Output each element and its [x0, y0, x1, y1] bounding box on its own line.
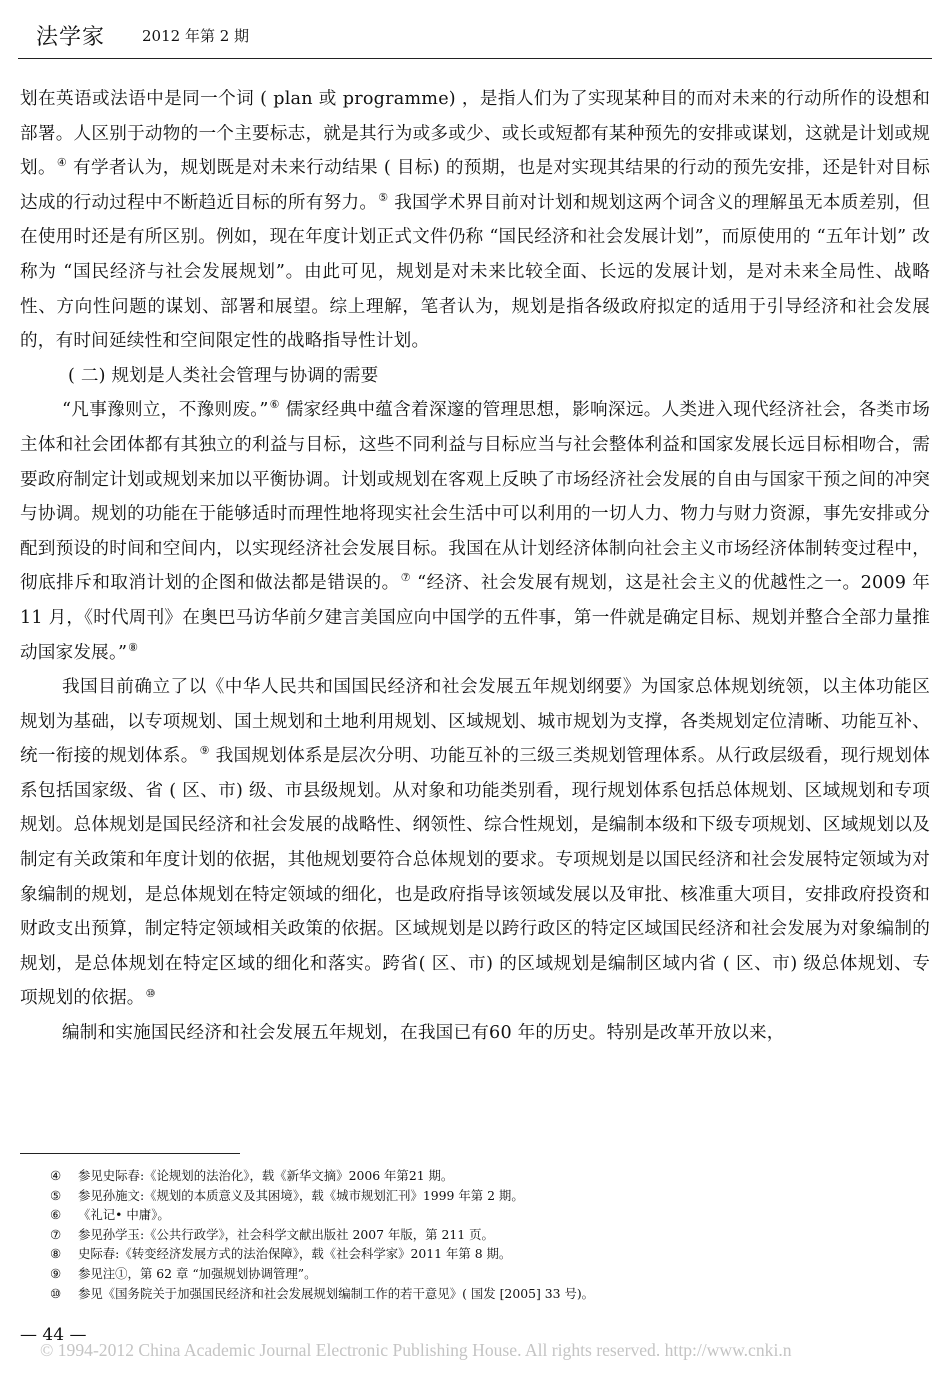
- paragraph: [20, 670, 930, 1016]
- footnote-text: 参见孙学玉:《公共行政学》，社会科学文献出版社 2007 年版，第 211 页。: [78, 1226, 494, 1242]
- footnotes: [50, 1166, 920, 1303]
- footnote: [50, 1186, 920, 1206]
- paragraph-text: 我国学术界目前对计划和规划这两个词含义的理解虽无本质差别，但在使用时还是有所区别。例如，现在年度计划正式文件仍称 “国民经济和社会发展计划”，而原使用的 “五年计划” 改称为 “国民经济与社会发展规划”。由此可见，规划是对未来比较全面、长远的发展计划，是对未来全局性、战略性、方向性问题的谋划、部署和展望。综上理解，笔者认为，规划是指各级政府拟定的适用于引导经济和社会发展的，有时间延续性和空间限定性的战略指导性计划。: [20, 192, 931, 352]
- footnote-text: 参见《国务院关于加强国民经济和社会发展规划编制工作的若干意见》( 国发 [2005] 33 号)。: [78, 1285, 595, 1301]
- page-number: — 44 —: [20, 1325, 87, 1345]
- footnote-mark: ⑨: [50, 1265, 62, 1281]
- footnote-mark: ⑩: [50, 1285, 62, 1301]
- paragraph: [20, 82, 930, 359]
- footnote: [50, 1264, 920, 1284]
- paragraph-text: 我国目前确立了以《中华人民共和国国民经济和社会发展五年规划纲要》为国家总体规划统领，以主体功能区规划为基础，以专项规划、国土规划和土地利用规划、区域规划、城市规划为支撑，各类规划定位清晰、功能互补、统一衔接的规划体系。: [20, 677, 930, 767]
- paragraph-text: 我国规划体系是层次分明、功能互补的三级三类规划管理体系。从行政层级看，现行规划体系包括国家级、省 ( 区、市) 级、市县级规划。从对象和功能类别看，现行规划体系包括总体规划、区域规划和专项规划。总体规划是国民经济和社会发展的战略性、纲领性、综合性规划，是编制本级和下级专项规划、区域规划以及制定有关政策和年度计划的依据，其他规划要符合总体规划的要求。专项规划是以国民经济和社会发展特定领域为对象编制的规划，是总体规划在特定领域的细化，也是政府指导该领域发展以及审批、核准重大项目，安排政府投资和财政支出预算，制定特定领域相关政策的依据。区域规划是以跨行政区的特定区域国民经济和社会发展为对象编制的规划，是总体规划在特定区域的细化和落实。跨省( 区、市) 的区域规划是编制区域内省 ( 区、市) 级总体规划、专项规划的依据。: [20, 746, 931, 1009]
- footnote-text: 参见孙施文:《规划的本质意义及其困境》，载《城市规划汇刊》1999 年第 2 期。: [78, 1187, 524, 1203]
- paragraph-text: 划在英语或法语中是同一个词 ( plan 或 programme) ，是指人们为了实现某种目的而对未来的行动所作的设想和部署。人区别于动物的一个主要标志，就是其行为或多或少、或长或短都有某种预先的安排或谋划，这就是计划或规划。: [20, 89, 930, 179]
- footnote-ref[interactable]: ⑧: [128, 640, 139, 654]
- section-heading: [20, 359, 930, 394]
- footnote-ref[interactable]: ⑦: [400, 571, 412, 585]
- footnote-ref[interactable]: ⑨: [199, 744, 210, 758]
- footnote-ref[interactable]: ⑤: [378, 190, 389, 204]
- paragraph-text: 儒家经典中蕴含着深邃的管理思想，影响深远。人类进入现代经济社会，各类市场主体和社会团体都有其独立的利益与目标，这些不同利益与目标应当与社会整体利益和国家发展长远目标相吻合，需要政府制定计划或规划来加以平衡协调。计划或规划在客观上反映了市场经济社会发展的自由与国家干预之间的冲突与协调。规划的功能在于能够适时而理性地将现实社会生活中可以利用的一切人力、物力与财力资源，事先安排或分配到预设的时间和空间内，以实现经济社会发展目标。我国在从计划经济体制向社会主义市场经济体制转变过程中，彻底排斥和取消计划的企图和做法都是错误的。: [20, 400, 930, 594]
- footnote-mark: ④: [50, 1168, 62, 1183]
- footnote: [50, 1284, 920, 1304]
- footnote-mark: ⑦: [50, 1226, 62, 1242]
- footnote-ref[interactable]: ⑩: [145, 986, 156, 1000]
- footnote-separator: [20, 1153, 240, 1154]
- footnote-mark: ⑥: [50, 1207, 62, 1223]
- paragraph-text: “凡事豫则立，不豫则废。”: [62, 400, 269, 421]
- journal-title: 法学家: [36, 25, 106, 50]
- paragraph-text: 有学者认为，规划既是对未来行动结果 ( 目标) 的预期，也是对实现其结果的行动的预先安排，还是针对目标达成的行动过程中不断趋近目标的所有努力。: [20, 158, 931, 213]
- footnote-ref[interactable]: ⑥: [269, 398, 280, 412]
- copyright-footer: © 1994-2012 China Academic Journal Electronic Publishing House. All rights reserved. http://www.cnki.n: [40, 1340, 792, 1360]
- footnote: [50, 1205, 920, 1225]
- running-header: [18, 14, 932, 54]
- footnote-text: 史际春:《转变经济发展方式的法治保障》，载《社会科学家》2011 年第 8 期。: [78, 1246, 512, 1262]
- footnote: [50, 1244, 920, 1264]
- footnote-text: 参见注①，第 62 章 “加强规划协调管理”。: [78, 1265, 317, 1281]
- paragraph-text: ( 二) 规划是人类社会管理与协调的需要: [68, 365, 379, 386]
- paragraph-text: 编制和实施国民经济和社会发展五年规划，在我国已有60 年的历史。特别是改革开放以来，: [62, 1023, 785, 1044]
- article-body: [20, 82, 930, 1051]
- footnote-text: 参见史际春:《论规划的法治化》，载《新华文摘》2006 年第21 期。: [78, 1168, 454, 1183]
- paragraph-text: “经济、社会发展有规划，这是社会主义的优越性之一。2009 年 11 月，《时代周刊》在奥巴马访华前夕建言美国应向中国学的五件事，第一件就是确定目标、规划并整合全部力量推动国家发展。”: [20, 573, 931, 663]
- footnote-mark: ⑤: [50, 1187, 62, 1203]
- paragraph: [20, 1016, 930, 1051]
- issue-label: 2012 年第 2 期: [142, 27, 250, 45]
- footnote: [50, 1166, 920, 1186]
- footnote-mark: ⑧: [50, 1246, 62, 1262]
- footnote: [50, 1225, 920, 1245]
- paragraph: [20, 393, 930, 670]
- footnote-text: 《礼记• 中庸》。: [78, 1207, 170, 1223]
- header-rule: [18, 58, 932, 59]
- footnote-ref[interactable]: ④: [56, 156, 68, 170]
